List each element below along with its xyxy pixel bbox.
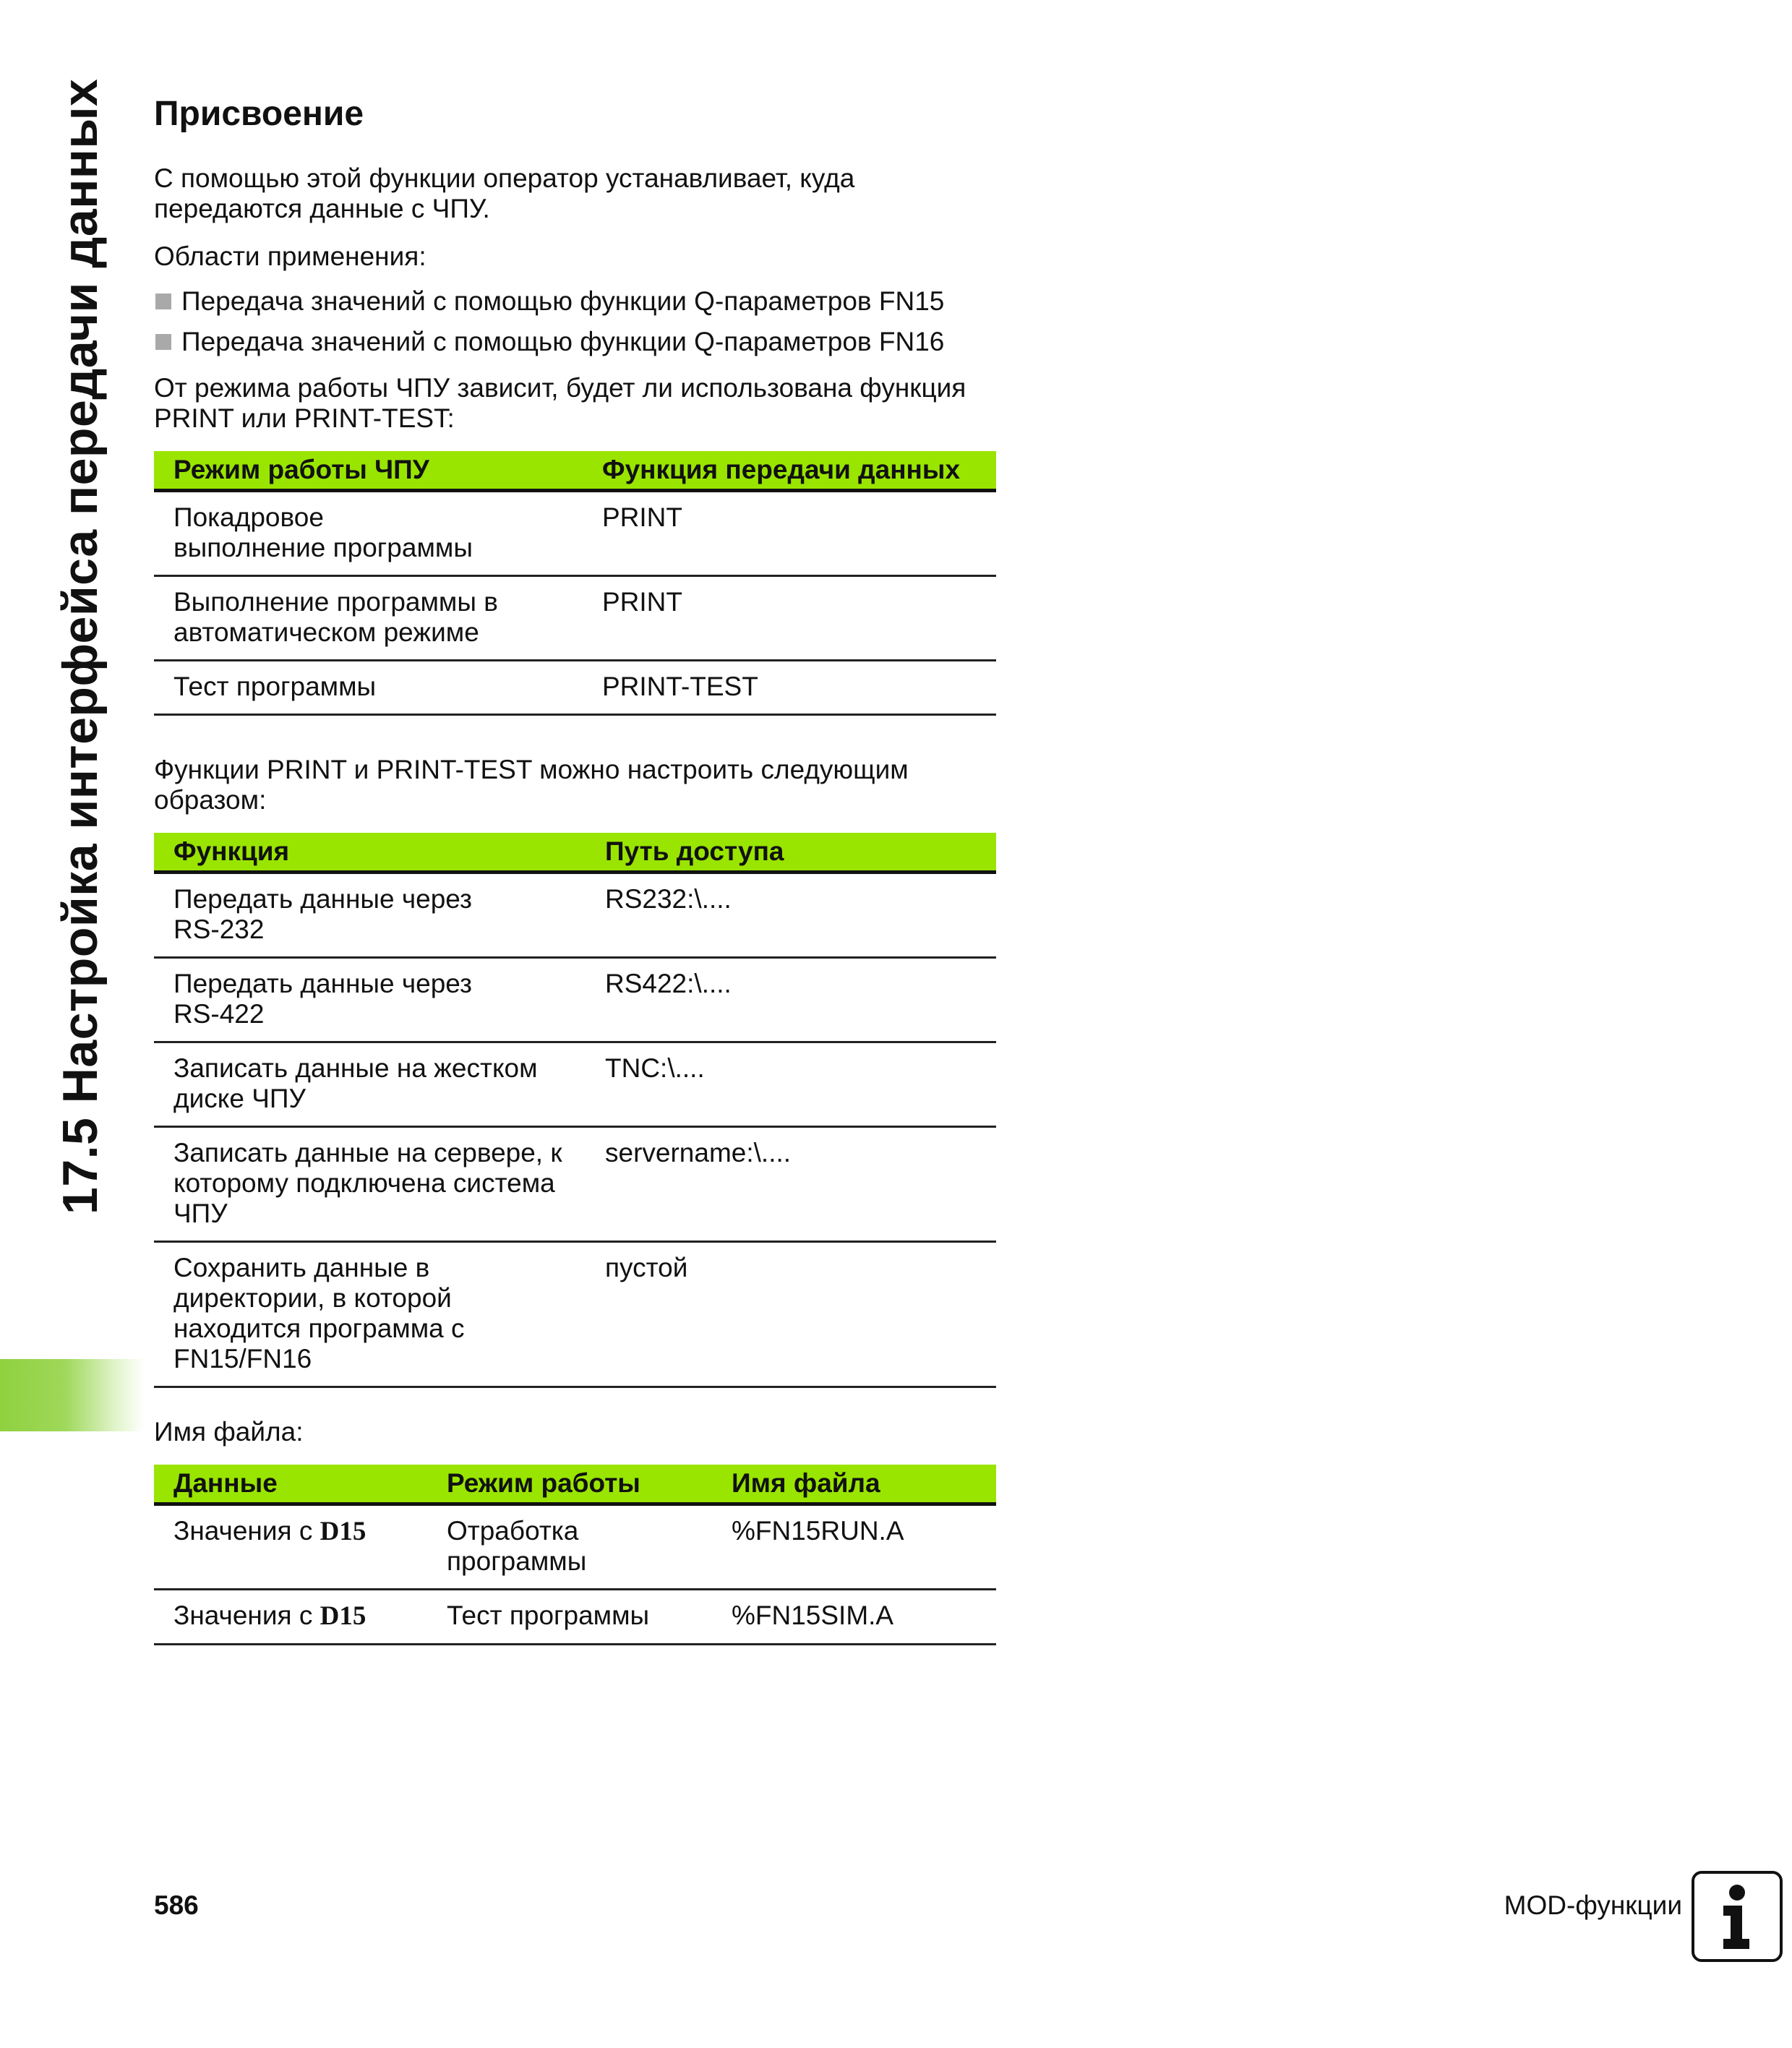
table-cell: Тест программы [427,1590,712,1645]
table-cell: %FN15RUN.A [712,1504,996,1590]
info-glyph [1694,1874,1780,1959]
table-cell: TNC:\.... [586,1042,996,1127]
areas-label: Области применения: [154,241,426,271]
filename-label: Имя файла: [154,1417,304,1447]
column-header: Функция передачи данных [583,451,996,491]
table-row [154,1042,996,1127]
table-cell: Передать данные через RS-422 [154,958,586,1042]
table-cell: пустой [586,1242,996,1387]
application-list [154,286,996,357]
list-item: Передача значений с помощью функции Q-параметров FN16 [154,327,996,357]
table-header-row [154,833,996,873]
table-cell: PRINT-TEST [583,661,996,715]
intro-paragraph: С помощью этой функции оператор устанавливает, куда передаются данные с ЧПУ. [154,163,855,223]
table-cell: servername:\.... [586,1127,996,1242]
table-row [154,576,996,661]
list-item: Передача значений с помощью функции Q-параметров FN15 [154,286,996,317]
bullet-square-icon [155,294,171,309]
table-row [154,1590,996,1645]
table-row [154,1127,996,1242]
config-paragraph: Функции PRINT и PRINT-TEST можно настроить следующим образом: [154,755,909,815]
table-cell: Тест программы [154,661,583,715]
column-header: Путь доступа [586,833,996,873]
table-row [154,1504,996,1590]
column-header: Режим работы [427,1465,712,1504]
chapter-label: MOD-функции [1504,1890,1682,1920]
table-cell: Выполнение программы в автоматическом режиме [154,576,583,661]
table-row [154,661,996,715]
table-cell: RS422:\.... [586,958,996,1042]
table-cell: %FN15SIM.A [712,1590,996,1645]
mode-function-table [154,451,996,716]
table-header-row [154,451,996,491]
table-cell: PRINT [583,576,996,661]
table-cell: Передать данные через RS-232 [154,873,586,958]
section-heading: Присвоение [154,95,364,133]
bullet-square-icon [155,334,171,350]
table-cell: Записать данные на жестком диске ЧПУ [154,1042,586,1127]
table-row [154,873,996,958]
filename-table [154,1465,996,1645]
table-cell: Отработка программы [427,1504,712,1590]
page-number: 586 [154,1890,199,1920]
chapter-side-title: 17.5 Настройка интерфейса передачи данных [53,78,108,1214]
column-header: Функция [154,833,586,873]
table-cell: Покадровое выполнение программы [154,491,583,576]
column-header: Данные [154,1465,427,1504]
code-label: D15 [320,1601,366,1631]
table-header-row [154,1465,996,1504]
main-content [154,93,996,1684]
access-path-table [154,833,996,1388]
table-row [154,1242,996,1387]
table-cell: Значения с D15 [154,1590,427,1645]
mode-paragraph: От режима работы ЧПУ зависит, будет ли использована функция PRINT или PRINT-TEST: [154,373,966,433]
table-cell: PRINT [583,491,996,576]
code-label: D15 [320,1517,366,1546]
table-row [154,958,996,1042]
table-cell: Значения с D15 [154,1504,427,1590]
table-row [154,491,996,576]
table-cell: RS232:\.... [586,873,996,958]
chapter-tab-marker [0,1359,145,1431]
column-header: Имя файла [712,1465,996,1504]
column-header: Режим работы ЧПУ [154,451,583,491]
info-icon [1692,1871,1783,1962]
table-cell: Записать данные на сервере, к которому подключена система ЧПУ [154,1127,586,1242]
table-cell: Сохранить данные в директории, в которой находится программа с FN15/FN16 [154,1242,586,1387]
